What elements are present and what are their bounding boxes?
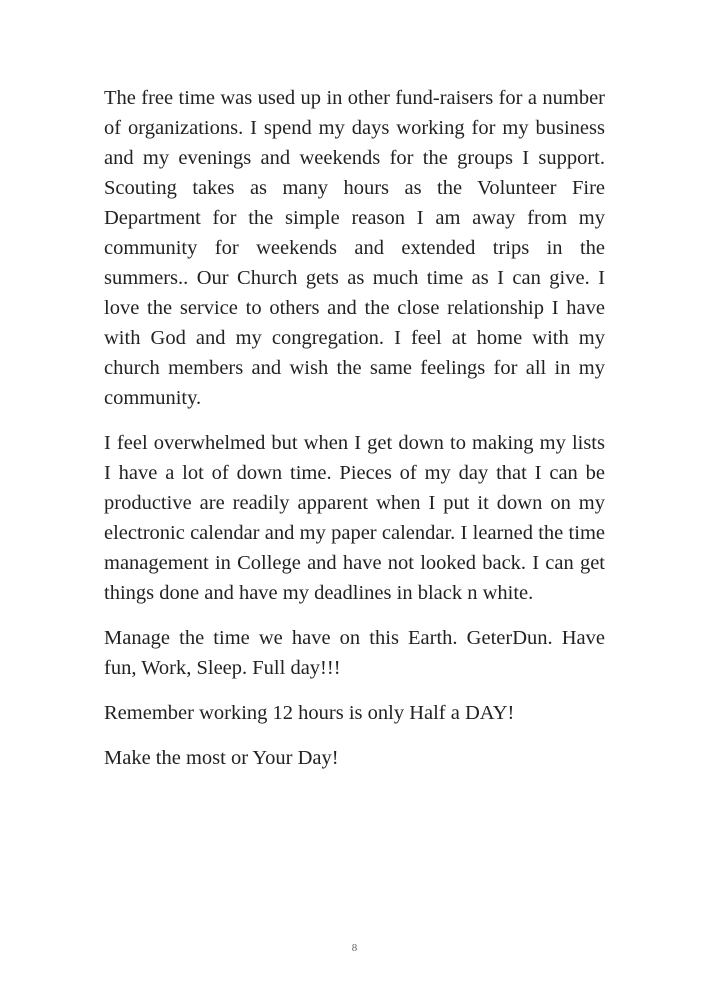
paragraph-4: Remember working 12 hours is only Half a DAY!	[104, 702, 515, 724]
paragraph-2: I feel overwhelmed but when I get down to making my lists I have a lot of down time. Pieces of my day that I can be productive are readily apparent when I put it down on my electronic calendar and my paper calendar. I learned the time management in College and have not looked back. I can get things done and have my deadlines in black n white.	[104, 432, 605, 604]
paragraph-3: Manage the time we have on this Earth. GeterDun. Have fun, Work, Sleep. Full day!!!	[104, 627, 605, 679]
paragraph-5: Make the most or Your Day!	[104, 747, 339, 769]
paragraph-1: The free time was used up in other fund-raisers for a number of organizations. I spend my days working for my business and my evenings and weekends for the groups I support. Scouting takes as many hours as the Volunteer Fire Department for the simple reason I am away from my community for weekends and extended trips in the summers.. Our Church gets as much time as I can give. I love the service to others and the close relationship I have with God and my congregation. I feel at home with my church members and wish the same feelings for all in my community.	[104, 87, 605, 409]
body-text	[104, 83, 605, 788]
page-number: 8	[351, 942, 358, 954]
